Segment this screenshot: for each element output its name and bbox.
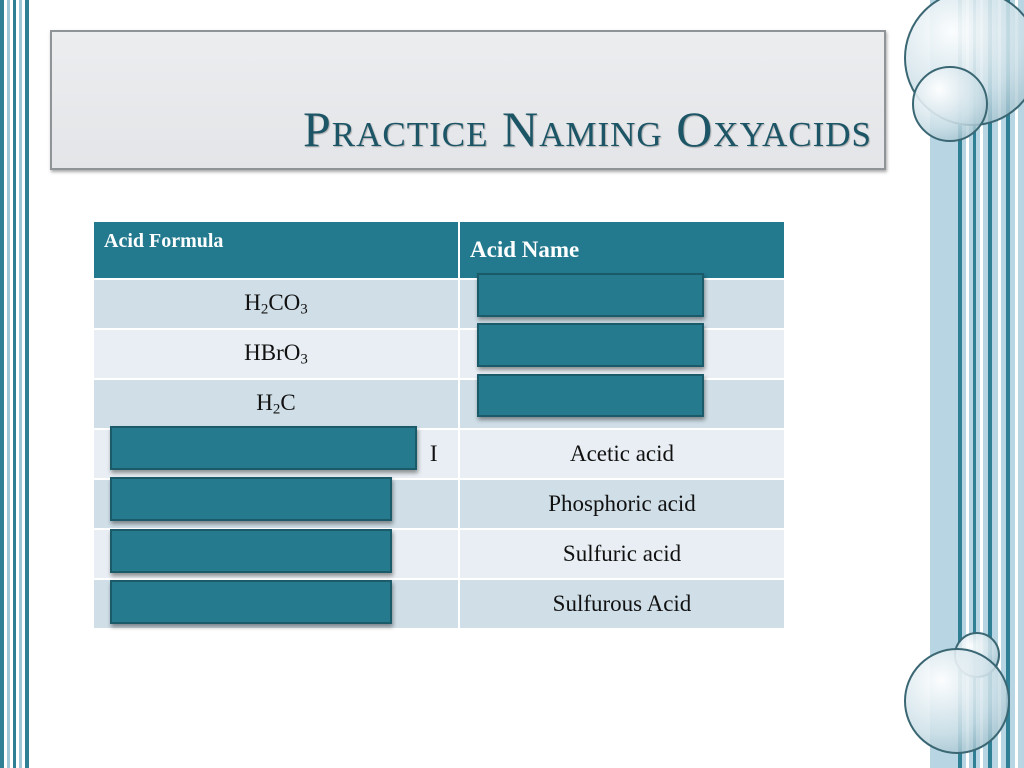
- formula-cell: I: [94, 429, 459, 479]
- left-stripe-3: [13, 0, 16, 768]
- title-panel: [50, 30, 886, 170]
- formula-cell: HBrO$_3$: [94, 329, 459, 379]
- name-cell: Sulfurous Acid: [459, 579, 784, 628]
- left-stripe-2: [7, 0, 10, 768]
- answer-cover-formula-7[interactable]: [110, 580, 392, 624]
- name-cell: Phosphoric acid: [459, 479, 784, 529]
- slide-title: Practice Naming Oxyacids: [302, 101, 872, 157]
- left-stripe-1: [0, 0, 4, 768]
- bubble-large-bottom: [904, 648, 1010, 754]
- formula-cell: $H_2C$: [94, 379, 459, 429]
- right-stripe-8: [1015, 0, 1018, 768]
- answer-cover-name-1[interactable]: [477, 273, 704, 317]
- answer-cover-formula-6[interactable]: [110, 529, 392, 573]
- header-acid-name: Acid Name: [459, 222, 784, 279]
- header-acid-formula: Acid Formula: [94, 222, 459, 279]
- answer-cover-name-3[interactable]: [477, 374, 704, 417]
- answer-cover-formula-5[interactable]: [110, 477, 392, 521]
- formula-cell: $H_2CO_3$: [94, 279, 459, 329]
- left-stripe-5: [25, 0, 29, 768]
- name-cell: Acetic acid: [459, 429, 784, 479]
- table-header-row: [94, 222, 784, 279]
- name-cell: Sulfuric acid: [459, 529, 784, 579]
- answer-cover-name-2[interactable]: [477, 323, 704, 367]
- bubble-small-top: [912, 66, 988, 142]
- answer-cover-formula-4[interactable]: [110, 426, 417, 470]
- left-stripe-4: [19, 0, 22, 768]
